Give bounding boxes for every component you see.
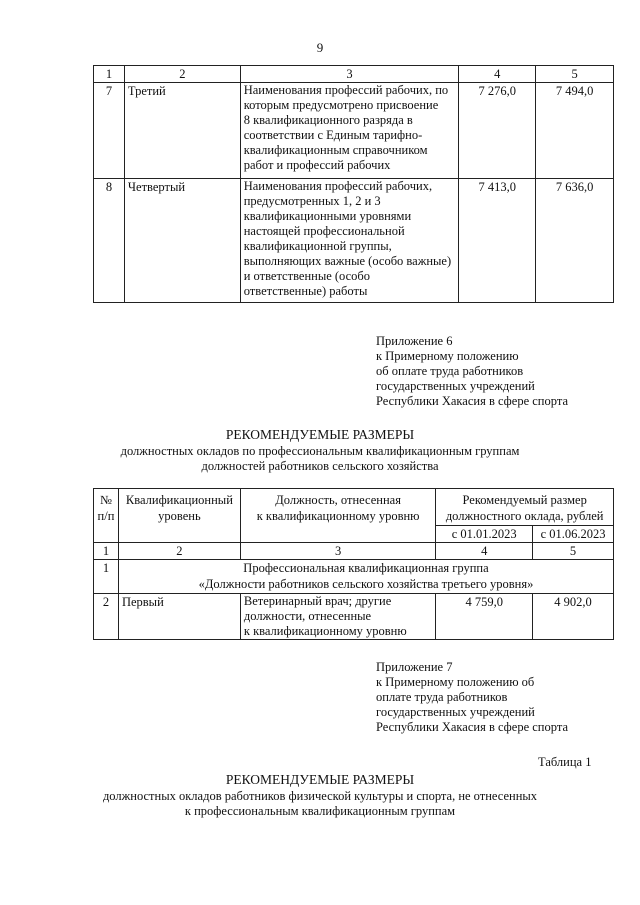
desc-line: должности, отнесенные — [243, 608, 372, 623]
row-number: 8 — [94, 179, 125, 303]
desc-line: Наименования профессий рабочих, — [243, 179, 433, 194]
section-6-subtitle — [0, 444, 640, 474]
group-line: «Должности работников сельского хозяйства третьего уровня» — [198, 577, 534, 592]
desc-line: предусмотренных 1, 2 и 3 — [243, 194, 381, 209]
salary-value-2: 7 494,0 — [536, 83, 614, 179]
salary-value-1: 7 413,0 — [459, 179, 536, 303]
appendix-line: Приложение 6 — [376, 334, 453, 348]
row-number: 1 — [94, 560, 119, 594]
header-cell: 5 — [536, 66, 614, 83]
qualification-level: Четвертый — [124, 179, 240, 303]
profession-description — [240, 179, 459, 303]
table-index-row — [94, 542, 614, 559]
table-header-row — [94, 66, 614, 83]
desc-line: квалификационными уровнями — [243, 209, 412, 224]
appendix-6-block — [376, 334, 568, 409]
header-cell: 2 — [124, 66, 240, 83]
group-line: Профессиональная квалификационная группа — [243, 561, 489, 575]
appendix-line: оплате труда работников — [376, 690, 508, 704]
header-cell: 4 — [459, 66, 536, 83]
table-row — [94, 83, 614, 179]
subtitle-line: к профессиональным квалификационным группам — [184, 804, 456, 818]
subtitle-line: должностных окладов по профессиональным квалификационным группам — [120, 444, 520, 458]
subtitle-line: должностей работников сельского хозяйства — [201, 459, 439, 473]
position-description — [240, 593, 435, 639]
salary-value-2: 4 902,0 — [533, 593, 614, 639]
appendix-line: Республики Хакасия в сфере спорта — [376, 394, 568, 408]
desc-line: ответственные) работы — [243, 284, 368, 299]
row-number: 2 — [94, 593, 119, 639]
appendix-line: об оплате труда работников — [376, 364, 524, 378]
table-qualification-workers — [93, 65, 614, 303]
section-7-title: РЕКОМЕНДУЕМЫЕ РАЗМЕРЫ — [225, 772, 415, 787]
appendix-7-block — [376, 660, 568, 735]
appendix-line: Приложение 7 — [376, 660, 453, 674]
row-number: 7 — [94, 83, 125, 179]
subtitle-line: должностных окладов работников физической культуры и спорта, не отнесенных — [102, 789, 538, 803]
header-date-2: с 01.06.2023 — [533, 525, 614, 542]
header-num: № п/п — [94, 489, 119, 543]
section-6-title: РЕКОМЕНДУЕМЫЕ РАЗМЕРЫ — [225, 427, 415, 442]
index-cell: 2 — [118, 542, 240, 559]
group-title — [118, 560, 613, 594]
page-number: 9 — [316, 40, 324, 55]
table-row — [94, 179, 614, 303]
table-label: Таблица 1 — [538, 755, 592, 769]
table-row — [94, 593, 614, 639]
appendix-line: Республики Хакасия в сфере спорта — [376, 720, 568, 734]
index-cell: 1 — [94, 542, 119, 559]
table-group-row — [94, 560, 614, 594]
desc-line: настоящей профессиональной — [243, 224, 405, 239]
desc-line: квалификационной группы, — [243, 239, 392, 254]
desc-line: к квалификационному уровню — [243, 623, 407, 638]
desc-line: которым предусмотрено присвоение — [243, 98, 439, 113]
header-position: Должность, отнесенная к квалификационному уровню — [240, 489, 435, 543]
desc-line: работ и профессий рабочих — [243, 158, 391, 173]
header-cell: 1 — [94, 66, 125, 83]
index-cell: 5 — [533, 542, 614, 559]
appendix-line: государственных учреждений — [376, 705, 535, 719]
index-cell: 3 — [240, 542, 435, 559]
appendix-line: к Примерному положению — [376, 349, 519, 363]
desc-line: соответствии с Единым тарифно- — [243, 128, 423, 143]
desc-line: выполняющих важные (особо важные) — [243, 254, 452, 269]
appendix-line: к Примерному положению об — [376, 675, 535, 689]
qualification-level: Первый — [118, 593, 240, 639]
desc-line: Ветеринарный врач; другие — [243, 593, 392, 608]
salary-value-2: 7 636,0 — [536, 179, 614, 303]
desc-line: квалификационным справочником — [243, 143, 428, 158]
header-level: Квалификационный уровень — [118, 489, 240, 543]
salary-value-1: 4 759,0 — [436, 593, 533, 639]
desc-line: Наименования профессий рабочих, по — [243, 83, 449, 98]
index-cell: 4 — [436, 542, 533, 559]
header-cell: 3 — [240, 66, 459, 83]
desc-line: 8 квалификационного разряда в — [243, 113, 413, 128]
salary-value-1: 7 276,0 — [459, 83, 536, 179]
desc-line: и ответственные (особо — [243, 269, 371, 284]
appendix-line: государственных учреждений — [376, 379, 535, 393]
header-salary: Рекомендуемый размер должностного оклада, рублей — [436, 489, 614, 526]
qualification-level: Третий — [124, 83, 240, 179]
section-7-subtitle — [0, 789, 640, 819]
header-date-1: с 01.01.2023 — [436, 525, 533, 542]
profession-description — [240, 83, 459, 179]
table-header-row — [94, 489, 614, 526]
table-agriculture-salaries — [93, 488, 614, 640]
